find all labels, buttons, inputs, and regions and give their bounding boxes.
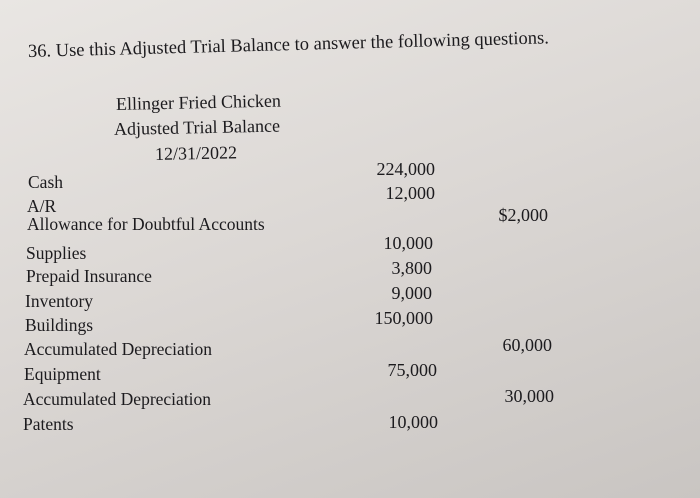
credit-accumulated-depreciation-buildings: 60,000 [502,335,552,355]
account-name-inventory: Inventory [25,291,94,311]
account-name-accumulated-depreciation-equipment: Accumulated Depreciation [23,389,212,409]
account-name-supplies: Supplies [26,243,87,263]
statement-title: Adjusted Trial Balance [113,115,281,139]
account-name-equipment: Equipment [24,364,101,384]
account-name-ar: A/R [27,196,57,216]
debit-patents: 10,000 [388,412,438,432]
account-name-allowance: Allowance for Doubtful Accounts [27,214,265,234]
credit-accumulated-depreciation-equipment: 30,000 [504,386,554,406]
account-name-patents: Patents [23,414,74,434]
debit-supplies: 10,000 [383,233,433,253]
statement-date: 12/31/2022 [154,142,238,164]
debit-equipment: 75,000 [387,360,437,380]
account-name-accumulated-depreciation-buildings: Accumulated Depreciation [24,339,213,359]
question-text: 36. Use this Adjusted Trial Balance to answer the following questions. [27,28,550,62]
account-name-cash: Cash [28,172,63,192]
debit-buildings: 150,000 [374,308,433,328]
debit-cash: 224,000 [376,159,435,179]
company-name: Ellinger Fried Chicken [115,90,282,114]
credit-allowance: $2,000 [498,205,548,225]
account-name-buildings: Buildings [25,315,94,335]
debit-inventory: 9,000 [391,283,432,303]
account-name-prepaid-insurance: Prepaid Insurance [26,266,152,286]
debit-ar: 12,000 [385,183,435,203]
debit-prepaid-insurance: 3,800 [391,258,432,278]
